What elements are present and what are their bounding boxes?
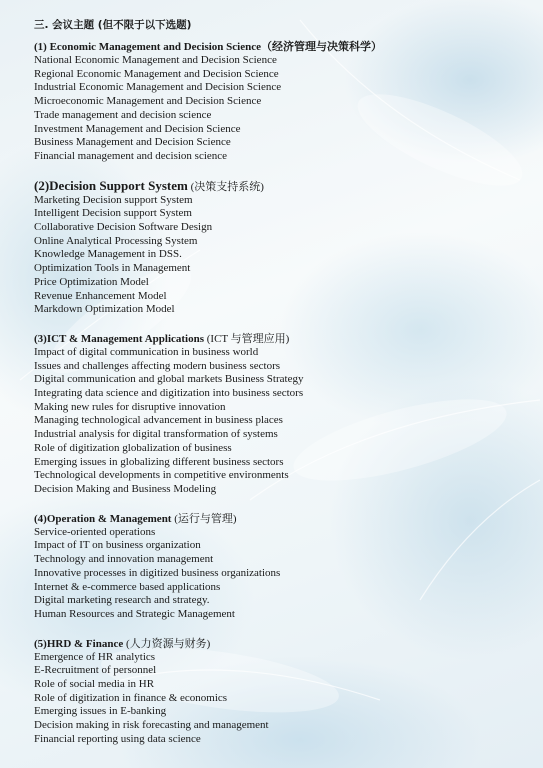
topic-list bbox=[34, 54, 524, 164]
section-title-cn: (决策支持系统) bbox=[187, 180, 264, 193]
list-item: Technology and innovation management bbox=[34, 553, 214, 566]
section-title-cn: (运行与管理) bbox=[171, 512, 237, 525]
section-title bbox=[34, 637, 524, 651]
list-item: Impact of digital communication in business world bbox=[34, 345, 259, 358]
topic-list bbox=[34, 651, 524, 747]
list-item: Managing technological advancement in business places bbox=[34, 414, 283, 427]
list-item: Decision Making and Business Modeling bbox=[34, 482, 217, 495]
list-item: Internet & e-commerce based applications bbox=[34, 580, 221, 593]
section-title-cn: （经济管理与决策科学） bbox=[261, 41, 382, 53]
list-item: National Economic Management and Decision Science bbox=[34, 54, 277, 66]
list-item: Optimization Tools in Management bbox=[34, 262, 191, 275]
list-item: Role of digitization in finance & economics bbox=[34, 691, 228, 704]
section-title bbox=[34, 332, 524, 346]
section-title bbox=[34, 40, 524, 54]
list-item: Regional Economic Management and Decision Science bbox=[34, 67, 279, 80]
list-item: Making new rules for disruptive innovation bbox=[34, 400, 226, 413]
list-item: Industrial Economic Management and Decision Science bbox=[34, 81, 282, 94]
list-item: Role of social media in HR bbox=[34, 678, 155, 691]
list-item: Decision making in risk forecasting and management bbox=[34, 719, 269, 732]
topic-list bbox=[34, 194, 524, 317]
list-item: Marketing Decision support System bbox=[34, 193, 193, 206]
topic-list bbox=[34, 346, 524, 497]
list-item: Trade management and decision science bbox=[34, 108, 212, 121]
list-item: Collaborative Decision Software Design bbox=[34, 221, 213, 234]
list-item: Integrating data science and digitization into business sectors bbox=[34, 387, 304, 400]
list-item: Issues and challenges affecting modern business sectors bbox=[34, 359, 281, 372]
list-item: Financial management and decision science bbox=[34, 149, 228, 162]
section-operation-management bbox=[34, 512, 524, 622]
section-title bbox=[34, 179, 524, 194]
list-item: Knowledge Management in DSS. bbox=[34, 248, 182, 261]
section-title-en: (2)Decision Support System bbox=[34, 177, 188, 193]
list-item: Human Resources and Strategic Management bbox=[34, 607, 235, 620]
section-title-cn: (ICT 与管理应用) bbox=[204, 332, 290, 345]
list-item: Digital marketing research and strategy. bbox=[34, 594, 210, 607]
section-decision-support bbox=[34, 179, 524, 317]
section-title-en: (1) Economic Management and Decision Science bbox=[34, 41, 261, 53]
section-economic-management bbox=[34, 40, 524, 164]
list-item: Microeconomic Management and Decision Science bbox=[34, 95, 262, 108]
list-item: Service-oriented operations bbox=[34, 525, 156, 538]
list-item: Emergence of HR analytics bbox=[34, 650, 156, 663]
list-item: Intelligent Decision support System bbox=[34, 207, 192, 220]
page-heading: 三. 会议主题 (但不限于以下选题) bbox=[34, 19, 192, 31]
section-title-en: (5)HRD & Finance bbox=[34, 637, 124, 650]
list-item: Industrial analysis for digital transformation of systems bbox=[34, 428, 278, 441]
section-title-cn: (人力资源与财务) bbox=[123, 637, 211, 650]
list-item: Markdown Optimization Model bbox=[34, 303, 175, 316]
topic-list bbox=[34, 526, 524, 622]
list-item: Innovative processes in digitized business organizations bbox=[34, 566, 281, 579]
list-item: Revenue Enhancement Model bbox=[34, 289, 167, 302]
document-body bbox=[34, 18, 524, 762]
section-title-en: (3)ICT & Management Applications bbox=[34, 332, 204, 345]
list-item: Emerging issues in globalizing different business sectors bbox=[34, 455, 284, 468]
list-item: Technological developments in competitive environments bbox=[34, 469, 289, 482]
section-ict-management bbox=[34, 332, 524, 497]
section-title-en: (4)Operation & Management bbox=[34, 512, 172, 525]
list-item: Business Management and Decision Science bbox=[34, 136, 231, 149]
list-item: Price Optimization Model bbox=[34, 275, 149, 288]
list-item: Role of digitization globalization of business bbox=[34, 441, 232, 454]
list-item: Emerging issues in E-banking bbox=[34, 705, 167, 718]
list-item: Financial reporting using data science bbox=[34, 732, 201, 745]
list-item: Impact of IT on business organization bbox=[34, 539, 201, 552]
list-item: E-Recruitment of personnel bbox=[34, 664, 157, 677]
section-title bbox=[34, 512, 524, 526]
list-item: Online Analytical Processing System bbox=[34, 234, 198, 247]
section-hrd-finance bbox=[34, 637, 524, 747]
list-item: Investment Management and Decision Science bbox=[34, 122, 241, 135]
list-item: Digital communication and global markets Business Strategy bbox=[34, 373, 304, 386]
